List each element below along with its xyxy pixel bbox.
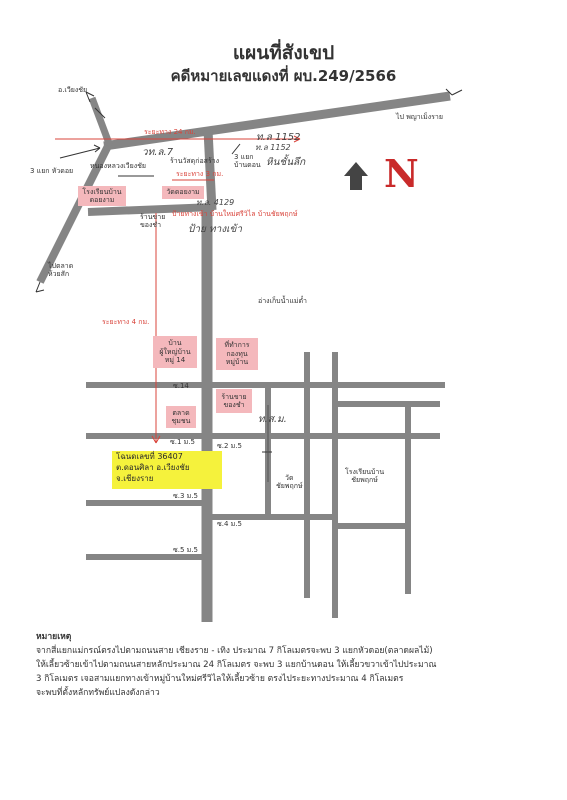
deed-province: จ.เชียงราย: [116, 473, 154, 483]
notes-line-1: จากสี่แยกแม่กรณ์ตรงไปตามถนนสาย เชียงราย - เทิง ประมาณ 7 กิโลเมตรจะพบ 3 แยกหัวดอย(ตลาดผลไม้): [36, 645, 433, 656]
label-yaek-hua-doi: 3 แยก หัวดอย: [30, 167, 74, 175]
label-wiang-chai: อ.เวียงชัย: [58, 86, 88, 94]
label-soi-14: ซ.14: [173, 382, 189, 390]
deed-number: โฉนดเลขที่ 36407: [116, 452, 183, 461]
notes-line-4: จะพบที่ตั้งหลักทรัพย์แปลงดังกล่าว: [36, 687, 160, 698]
notes-line-2: ให้เลี้ยวซ้ายเข้าไปตามถนนสายหลักประมาณ 24 กิโลเมตร จะพบ 3 แยกบ้านดอน ให้เลี้ยวขวาเข้าไปประมาณ: [36, 659, 437, 670]
case-subtitle: คดีหมายเลขแดงที่ ผบ.249/2566: [170, 67, 397, 85]
label-sam-yaek-ban-don: 3 แยก บ้านดอน: [234, 153, 261, 170]
deed-district: ต.ดอนศิลา อ.เวียงชัย: [116, 462, 190, 472]
box-talad: ตลาด ชุมชน: [166, 406, 196, 428]
notes-section: [36, 631, 536, 701]
label-wat-chai: วัด ชัยพฤกษ์: [276, 474, 303, 491]
label-soi-2: ซ.2 ม.5: [217, 442, 242, 450]
handwriting-5: ท.ล. 4129: [196, 198, 235, 207]
label-phaya-meng-rai: ไป พญาเม็งราย: [396, 113, 443, 121]
box-wat-don: วัดดอยงาม: [162, 186, 204, 199]
handwriting-3: ท.ล 1152: [255, 143, 291, 152]
label-nong-luang: หนองหลวงเวียงชัย: [90, 162, 146, 170]
handwriting-7: ท.ส.ม.: [258, 414, 287, 425]
handwriting-2: วท.ล.7: [142, 147, 174, 158]
property-highlight: [112, 451, 222, 489]
label-distance-4: ระยะทาง 4 กม.: [102, 318, 150, 326]
label-turn-note: ป้ายทางเข้า บ้านใหม่ศรีวิไล บ้านชัยพฤกษ์: [172, 210, 298, 218]
box-school-don: โรงเรียนบ้าน ดอยงาม: [78, 186, 126, 206]
label-wat-sala: ร้านวัสดุก่อสร้าง: [170, 157, 220, 165]
label-ang-kep-nam: อ่างเก็บน้ำแม่ต๋ำ: [258, 297, 307, 305]
label-soi-5: ซ.5 ม.5: [173, 546, 198, 554]
label-ran-khai-1: ร้านขาย ของชำ: [140, 213, 166, 230]
north-letter: N: [384, 151, 419, 196]
handwriting-6: ป้าย ทางเข้า: [188, 224, 242, 235]
label-distance-3: ระยะทาง 3 กม.: [176, 170, 224, 178]
label-soi-3: ซ.3 ม.5: [173, 492, 198, 500]
notes-line-3: 3 กิโลเมตร เจอสามแยกทางเข้าหมู่บ้านใหม่ศรีวิไลให้เลี้ยวซ้าย ตรงไประยะทางประมาณ 4 กิโลเมตร: [36, 673, 404, 684]
north-arrow-icon: [344, 162, 368, 190]
label-soi-1: ซ.1 ม.5: [170, 438, 195, 446]
box-office: ที่ทำการ กองทุน หมู่บ้าน: [216, 338, 258, 370]
label-soi-4: ซ.4 ม.5: [217, 520, 242, 528]
handwriting-1: ท.ล 1152: [256, 132, 301, 143]
box-ran-khai-2: ร้านขาย ของชำ: [216, 389, 252, 413]
handwriting-4: หินชั้นลึก: [266, 157, 306, 168]
label-distance-24: ระยะทาง 24 กม.: [144, 128, 196, 136]
label-talad-huai-sak: ไปตลาด ห้วยสัก: [48, 262, 74, 279]
map-title: แผนที่สังเขป: [232, 42, 335, 64]
notes-heading: หมายเหตุ: [36, 632, 72, 642]
box-phu-yai: บ้าน ผู้ใหญ่บ้าน หมู่ 14: [153, 336, 197, 368]
label-school-chai: โรงเรียนบ้าน ชัยพฤกษ์: [345, 468, 385, 485]
